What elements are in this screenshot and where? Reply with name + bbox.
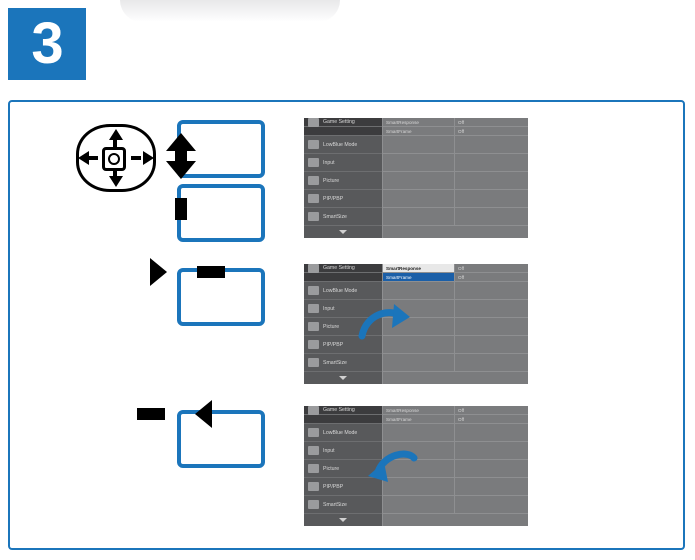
joystick-up-arrow-stem [113,138,117,147]
osd-submenu-empty [382,318,454,336]
osd-value-empty [454,154,528,172]
osd-submenu-empty [382,136,454,154]
osd-value-empty [454,282,528,300]
decorative-artwork-smudge [120,0,340,22]
osd-submenu-empty [382,300,454,318]
chevron-down-icon [339,230,347,234]
osd-submenu-empty [382,442,454,460]
joystick-center-dot-icon [108,153,120,165]
osd-menu-item-picture[interactable]: Picture [304,318,382,336]
osd-row [304,282,528,300]
game-setting-icon [308,264,319,273]
osd-row [304,127,528,136]
osd-row [304,190,528,208]
osd-submenu-value[interactable]: Off [454,415,528,424]
eye-icon [308,140,319,149]
osd-value-empty [454,300,528,318]
osd-submenu-empty [382,282,454,300]
osd-row [304,208,528,226]
osd-row [304,300,528,318]
osd-submenu-empty [382,172,454,190]
osd-submenu-item-selected[interactable]: SmartResponse [382,264,454,273]
osd-submenu-empty [382,354,454,372]
osd-row [304,424,528,442]
osd-submenu-value[interactable]: Off [454,118,528,127]
osd-footer-row [304,372,528,384]
osd-menu-item-pip-pbp[interactable]: PIP/PBP [304,478,382,496]
game-setting-icon [308,406,319,415]
osd-menu-item-smartsize[interactable]: SmartSize [304,208,382,226]
osd-menu-item-pip-pbp[interactable]: PIP/PBP [304,190,382,208]
osd-row [304,442,528,460]
osd-panel-filler [382,514,528,526]
osd-menu-item-input[interactable]: Input [304,442,382,460]
osd-submenu-empty [382,208,454,226]
osd-submenu-empty [382,154,454,172]
osd-menu-item-input[interactable]: Input [304,154,382,172]
osd-value-empty [454,136,528,154]
osd-menu-item-game-setting-cont [304,127,382,136]
osd-panel-filler [382,226,528,238]
osd-row [304,172,528,190]
osd-screen-enter-submenu [304,264,528,384]
osd-row [304,336,528,354]
osd-screen-navigate [304,118,528,238]
osd-value-empty [454,318,528,336]
input-icon [308,446,319,455]
osd-menu-item-game-setting-cont [304,273,382,282]
osd-submenu-item[interactable]: SmartFrame [382,415,454,424]
osd-menu-item-picture[interactable]: Picture [304,172,382,190]
osd-row [304,415,528,424]
osd-menu-item-game-setting-cont [304,415,382,424]
eye-icon [308,286,319,295]
input-icon [308,304,319,313]
osd-submenu-value[interactable]: Off [454,264,528,273]
osd-submenu-item[interactable]: SmartResponse [382,406,454,415]
osd-menu-item-lowblue-mode[interactable]: LowBlue Mode [304,136,382,154]
osd-row [304,478,528,496]
osd-value-empty [454,460,528,478]
picture-icon [308,322,319,331]
osd-scroll-down-button[interactable] [304,372,382,384]
osd-row [304,406,528,415]
osd-menu-item-game-setting[interactable]: Game Setting [304,406,382,415]
pip-pbp-icon [308,340,319,349]
osd-row [304,496,528,514]
pip-pbp-icon [308,194,319,203]
osd-footer-row [304,514,528,526]
osd-submenu-item[interactable]: SmartFrame [382,127,454,136]
osd-menu-item-pip-pbp[interactable]: PIP/PBP [304,336,382,354]
osd-value-empty [454,424,528,442]
osd-submenu-value[interactable]: Off [454,127,528,136]
pip-pbp-icon [308,482,319,491]
osd-value-empty [454,172,528,190]
osd-menu-item-picture[interactable]: Picture [304,460,382,478]
smartsize-icon [308,358,319,367]
instruction-panel [8,100,685,550]
osd-menu-item-smartsize[interactable]: SmartSize [304,496,382,514]
joystick-right-arrow-icon [143,151,154,165]
picture-icon [308,464,319,473]
osd-row [304,136,528,154]
osd-row [304,154,528,172]
osd-value-empty [454,190,528,208]
osd-scroll-down-button[interactable] [304,514,382,526]
osd-menu-item-input[interactable]: Input [304,300,382,318]
osd-menu-item-smartsize[interactable]: SmartSize [304,354,382,372]
game-setting-icon [308,118,319,127]
osd-menu-item-game-setting[interactable]: Game Setting [304,118,382,127]
chevron-down-icon [339,376,347,380]
osd-menu-item-game-setting[interactable]: Game Setting [304,264,382,273]
osd-submenu-value[interactable]: Off [454,273,528,282]
osd-footer-row [304,226,528,238]
osd-menu-item-lowblue-mode[interactable]: LowBlue Mode [304,424,382,442]
osd-submenu-empty [382,424,454,442]
joystick-right-arrow-stem [131,156,141,160]
osd-row [304,354,528,372]
osd-submenu-value[interactable]: Off [454,406,528,415]
osd-submenu-empty [382,190,454,208]
osd-value-empty [454,354,528,372]
osd-joystick[interactable] [68,124,164,192]
osd-submenu-item[interactable]: SmartResponse [382,118,454,127]
osd-panel-filler [382,372,528,384]
osd-submenu-empty [382,478,454,496]
osd-row [304,264,528,273]
osd-value-empty [454,442,528,460]
osd-row [304,460,528,478]
chevron-down-icon [339,518,347,522]
picture-icon [308,176,319,185]
input-icon [308,158,319,167]
key-down-button[interactable] [177,184,265,242]
osd-row [304,318,528,336]
smartsize-icon [308,212,319,221]
step-number-badge: 3 [8,8,86,80]
osd-submenu-item-highlighted[interactable]: SmartFrame [382,273,454,282]
key-right-button[interactable] [177,268,265,326]
osd-value-empty [454,336,528,354]
eye-icon [308,428,319,437]
osd-screen-back-to-menu [304,406,528,526]
osd-submenu-empty [382,460,454,478]
osd-row [304,273,528,282]
key-left-button[interactable] [177,410,265,468]
osd-menu-item-lowblue-mode[interactable]: LowBlue Mode [304,282,382,300]
osd-submenu-empty [382,336,454,354]
joystick-left-arrow-stem [88,156,98,160]
osd-value-empty [454,208,528,226]
osd-scroll-down-button[interactable] [304,226,382,238]
smartsize-icon [308,500,319,509]
osd-submenu-empty [382,496,454,514]
osd-row [304,118,528,127]
osd-value-empty [454,478,528,496]
osd-value-empty [454,496,528,514]
